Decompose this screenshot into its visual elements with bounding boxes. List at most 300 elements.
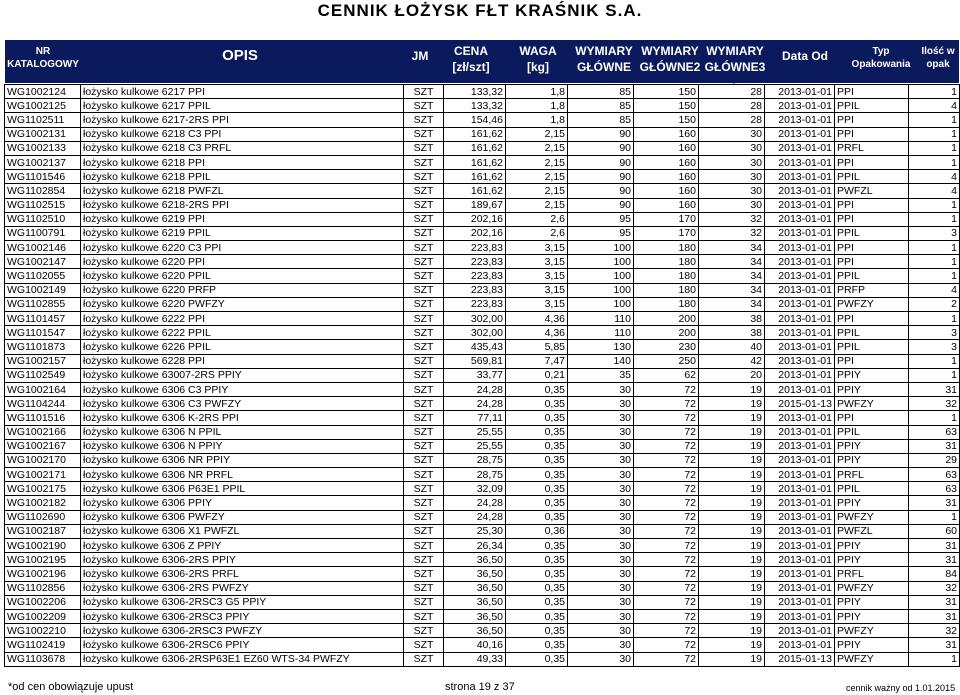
cell-package-type: PPIY — [835, 539, 909, 553]
cell-weight: 0,35 — [506, 510, 568, 524]
table-row — [5, 397, 960, 411]
cell-outer-diameter: 72 — [634, 609, 699, 623]
cell-height: 19 — [699, 624, 765, 638]
cell-description: łożysko kulkowe 6218 PPI — [81, 155, 404, 169]
cell-package-qty: 1 — [909, 212, 960, 226]
cell-outer-diameter: 72 — [634, 439, 699, 453]
cell-inner-diameter: 30 — [568, 510, 634, 524]
cell-weight: 2,15 — [506, 141, 568, 155]
cell-inner-diameter: 100 — [568, 297, 634, 311]
cell-catalog-number: WG1102855 — [5, 297, 81, 311]
table-row — [5, 340, 960, 354]
cell-height: 30 — [699, 198, 765, 212]
cell-weight: 0,35 — [506, 553, 568, 567]
cell-outer-diameter: 170 — [634, 226, 699, 240]
cell-date-from: 2015-01-13 — [765, 652, 835, 666]
cell-outer-diameter: 160 — [634, 127, 699, 141]
cell-price: 25,30 — [444, 524, 506, 538]
cell-package-type: PPI — [835, 241, 909, 255]
table-row — [5, 567, 960, 581]
cell-unit: SZT — [404, 411, 444, 425]
cell-date-from: 2013-01-01 — [765, 155, 835, 169]
cell-description: łożysko kulkowe 6306 N PPIY — [81, 439, 404, 453]
cell-unit: SZT — [404, 269, 444, 283]
cell-package-type: PWFZY — [835, 652, 909, 666]
cell-weight: 1,8 — [506, 113, 568, 127]
cell-catalog-number: WG1103678 — [5, 652, 81, 666]
cell-date-from: 2013-01-01 — [765, 326, 835, 340]
cell-inner-diameter: 30 — [568, 482, 634, 496]
cell-date-from: 2013-01-01 — [765, 468, 835, 482]
cell-height: 40 — [699, 340, 765, 354]
cell-height: 19 — [699, 411, 765, 425]
cell-price: 25,55 — [444, 439, 506, 453]
table-row — [5, 226, 960, 240]
cell-date-from: 2013-01-01 — [765, 226, 835, 240]
cell-inner-diameter: 90 — [568, 198, 634, 212]
cell-date-from: 2013-01-01 — [765, 453, 835, 467]
cell-outer-diameter: 170 — [634, 212, 699, 226]
cell-price: 161,62 — [444, 170, 506, 184]
cell-package-qty: 32 — [909, 397, 960, 411]
cell-description: łożysko kulkowe 6219 PPIL — [81, 226, 404, 240]
cell-unit: SZT — [404, 609, 444, 623]
cell-weight: 0,35 — [506, 425, 568, 439]
cell-height: 28 — [699, 113, 765, 127]
cell-height: 34 — [699, 283, 765, 297]
cell-inner-diameter: 30 — [568, 567, 634, 581]
cell-price: 223,83 — [444, 283, 506, 297]
cell-weight: 0,35 — [506, 595, 568, 609]
cell-inner-diameter: 110 — [568, 312, 634, 326]
cell-inner-diameter: 90 — [568, 184, 634, 198]
cell-price: 36,50 — [444, 567, 506, 581]
table-row — [5, 241, 960, 255]
cell-date-from: 2015-01-13 — [765, 397, 835, 411]
subheader-wym1: śr, Wew — [581, 70, 627, 84]
cell-inner-diameter: 35 — [568, 368, 634, 382]
table-row — [5, 411, 960, 425]
cell-package-qty: 31 — [909, 539, 960, 553]
cell-date-from: 2013-01-01 — [765, 85, 835, 99]
cell-outer-diameter: 180 — [634, 269, 699, 283]
cell-date-from: 2013-01-01 — [765, 482, 835, 496]
cell-price: 223,83 — [444, 297, 506, 311]
cell-package-qty: 4 — [909, 170, 960, 184]
cell-price: 24,28 — [444, 496, 506, 510]
table-row — [5, 127, 960, 141]
cell-catalog-number: WG1102515 — [5, 198, 81, 212]
cell-inner-diameter: 30 — [568, 524, 634, 538]
cell-inner-diameter: 100 — [568, 269, 634, 283]
cell-height: 19 — [699, 397, 765, 411]
cell-package-qty: 1 — [909, 510, 960, 524]
cell-catalog-number: WG1002171 — [5, 468, 81, 482]
cell-description: łożysko kulkowe 6306-2RSC3 PPIY — [81, 609, 404, 623]
cell-catalog-number: WG1102690 — [5, 510, 81, 524]
cell-outer-diameter: 72 — [634, 638, 699, 652]
cell-description: łożysko kulkowe 6306-2RSC3 PWFZY — [81, 624, 404, 638]
cell-price: 161,62 — [444, 141, 506, 155]
cell-price: 36,50 — [444, 581, 506, 595]
cell-weight: 0,35 — [506, 397, 568, 411]
cell-description: łożysko kulkowe 6306 PWFZY — [81, 510, 404, 524]
cell-unit: SZT — [404, 453, 444, 467]
cell-package-type: PPIY — [835, 368, 909, 382]
cell-inner-diameter: 30 — [568, 595, 634, 609]
cell-package-qty: 63 — [909, 482, 960, 496]
cell-description: łożysko kulkowe 6217-2RS PPI — [81, 113, 404, 127]
cell-unit: SZT — [404, 85, 444, 99]
cell-height: 19 — [699, 482, 765, 496]
table-row — [5, 524, 960, 538]
table-row — [5, 184, 960, 198]
cell-outer-diameter: 72 — [634, 581, 699, 595]
cell-weight: 0,35 — [506, 624, 568, 638]
cell-outer-diameter: 72 — [634, 524, 699, 538]
cell-outer-diameter: 160 — [634, 170, 699, 184]
cell-height: 19 — [699, 567, 765, 581]
cell-package-type: PPIL — [835, 269, 909, 283]
cell-weight: 7,47 — [506, 354, 568, 368]
cell-weight: 0,35 — [506, 453, 568, 467]
cell-description: łożysko kulkowe 6220 C3 PPI — [81, 241, 404, 255]
cell-price: 569,81 — [444, 354, 506, 368]
cell-height: 19 — [699, 553, 765, 567]
cell-package-type: PPI — [835, 212, 909, 226]
cell-catalog-number: WG1102055 — [5, 269, 81, 283]
cell-catalog-number: WG1002167 — [5, 439, 81, 453]
cell-package-type: PPIL — [835, 340, 909, 354]
cell-height: 19 — [699, 510, 765, 524]
cell-price: 161,62 — [444, 155, 506, 169]
cell-weight: 0,35 — [506, 496, 568, 510]
cell-catalog-number: WG1002166 — [5, 425, 81, 439]
cell-package-qty: 1 — [909, 155, 960, 169]
cell-height: 19 — [699, 524, 765, 538]
cell-inner-diameter: 140 — [568, 354, 634, 368]
header-cena: CENA [zł/szt] — [452, 44, 490, 74]
cell-price: 26,34 — [444, 539, 506, 553]
cell-package-type: PRFL — [835, 567, 909, 581]
cell-description: łożysko kulkowe 6306 C3 PWFZY — [81, 397, 404, 411]
cell-height: 19 — [699, 609, 765, 623]
cell-description: łożysko kulkowe 6306-2RSC3 G5 PPIY — [81, 595, 404, 609]
cell-unit: SZT — [404, 212, 444, 226]
subheader-wym3: Wys, — [721, 70, 749, 84]
cell-date-from: 2013-01-01 — [765, 297, 835, 311]
cell-unit: SZT — [404, 496, 444, 510]
cell-unit: SZT — [404, 155, 444, 169]
table-row — [5, 581, 960, 595]
subheader-wym2: śr, Zew — [649, 70, 691, 84]
cell-weight: 0,36 — [506, 524, 568, 538]
cell-package-qty: 3 — [909, 326, 960, 340]
cell-outer-diameter: 150 — [634, 99, 699, 113]
cell-package-type: PPIL — [835, 482, 909, 496]
cell-package-qty: 63 — [909, 468, 960, 482]
cell-date-from: 2013-01-01 — [765, 170, 835, 184]
cell-unit: SZT — [404, 141, 444, 155]
table-row — [5, 99, 960, 113]
cell-package-type: PWFZL — [835, 184, 909, 198]
table-row — [5, 482, 960, 496]
cell-price: 33,77 — [444, 368, 506, 382]
cell-price: 202,16 — [444, 212, 506, 226]
table-row — [5, 439, 960, 453]
table-row — [5, 354, 960, 368]
cell-price: 24,28 — [444, 397, 506, 411]
cell-package-qty: 29 — [909, 453, 960, 467]
cell-date-from: 2013-01-01 — [765, 411, 835, 425]
cell-weight: 5,85 — [506, 340, 568, 354]
cell-description: łożysko kulkowe 6220 PPI — [81, 255, 404, 269]
cell-unit: SZT — [404, 439, 444, 453]
cell-price: 435,43 — [444, 340, 506, 354]
cell-catalog-number: WG1002187 — [5, 524, 81, 538]
cell-outer-diameter: 72 — [634, 425, 699, 439]
cell-price: 77,11 — [444, 411, 506, 425]
cell-unit: SZT — [404, 624, 444, 638]
footer-page: strona 19 z 37 — [445, 681, 515, 693]
cell-catalog-number: WG1101516 — [5, 411, 81, 425]
cell-unit: SZT — [404, 354, 444, 368]
cell-inner-diameter: 30 — [568, 652, 634, 666]
cell-description: łożysko kulkowe 6218-2RS PPI — [81, 198, 404, 212]
table-row — [5, 141, 960, 155]
cell-weight: 0,35 — [506, 539, 568, 553]
cell-description: łożysko kulkowe 6218 C3 PPI — [81, 127, 404, 141]
cell-date-from: 2013-01-01 — [765, 241, 835, 255]
cell-date-from: 2013-01-01 — [765, 141, 835, 155]
cell-package-type: PPIY — [835, 382, 909, 396]
cell-catalog-number: WG1002196 — [5, 567, 81, 581]
cell-outer-diameter: 150 — [634, 85, 699, 99]
cell-package-qty: 1 — [909, 113, 960, 127]
cell-package-qty: 31 — [909, 638, 960, 652]
cell-date-from: 2013-01-01 — [765, 354, 835, 368]
cell-unit: SZT — [404, 595, 444, 609]
cell-height: 34 — [699, 269, 765, 283]
cell-date-from: 2013-01-01 — [765, 595, 835, 609]
cell-package-qty: 1 — [909, 312, 960, 326]
cell-weight: 2,15 — [506, 127, 568, 141]
cell-price: 189,67 — [444, 198, 506, 212]
cell-description: łożysko kulkowe 6220 PRFP — [81, 283, 404, 297]
cell-weight: 0,35 — [506, 652, 568, 666]
cell-unit: SZT — [404, 113, 444, 127]
cell-date-from: 2013-01-01 — [765, 368, 835, 382]
cell-unit: SZT — [404, 340, 444, 354]
cell-inner-diameter: 90 — [568, 170, 634, 184]
cell-package-type: PPI — [835, 411, 909, 425]
cell-package-type: PRFL — [835, 468, 909, 482]
cell-date-from: 2013-01-01 — [765, 624, 835, 638]
cell-outer-diameter: 200 — [634, 312, 699, 326]
cell-unit: SZT — [404, 425, 444, 439]
cell-unit: SZT — [404, 326, 444, 340]
cell-unit: SZT — [404, 524, 444, 538]
cell-catalog-number: WG1002175 — [5, 482, 81, 496]
cell-weight: 3,15 — [506, 269, 568, 283]
cell-inner-diameter: 30 — [568, 539, 634, 553]
cell-height: 28 — [699, 99, 765, 113]
footer-valid: cennik ważny od 1.01.2015 — [846, 683, 956, 693]
cell-weight: 0,21 — [506, 368, 568, 382]
table-row — [5, 468, 960, 482]
cell-price: 133,32 — [444, 85, 506, 99]
table-row — [5, 283, 960, 297]
cell-outer-diameter: 180 — [634, 283, 699, 297]
cell-description: łożysko kulkowe 6306-2RS PPIY — [81, 553, 404, 567]
header-wym1: WYMIARY GŁÓWNE — [575, 44, 633, 74]
cell-description: łożysko kulkowe 6218 PPIL — [81, 170, 404, 184]
cell-inner-diameter: 30 — [568, 496, 634, 510]
cell-price: 28,75 — [444, 453, 506, 467]
cell-price: 161,62 — [444, 127, 506, 141]
cell-description: łożysko kulkowe 6306 P63E1 PPIL — [81, 482, 404, 496]
cell-unit: SZT — [404, 312, 444, 326]
table-row — [5, 510, 960, 524]
cell-description: łożysko kulkowe 63007-2RS PPIY — [81, 368, 404, 382]
table-row — [5, 609, 960, 623]
cell-description: łożysko kulkowe 6217 PPIL — [81, 99, 404, 113]
table-row — [5, 155, 960, 169]
cell-package-type: PPIL — [835, 425, 909, 439]
cell-catalog-number: WG1102854 — [5, 184, 81, 198]
cell-catalog-number: WG1102419 — [5, 638, 81, 652]
cell-inner-diameter: 30 — [568, 425, 634, 439]
cell-weight: 0,35 — [506, 638, 568, 652]
cell-weight: 2,15 — [506, 198, 568, 212]
cell-unit: SZT — [404, 127, 444, 141]
header-nr: NR KATALOGOWY — [7, 46, 79, 70]
cell-inner-diameter: 30 — [568, 397, 634, 411]
cell-outer-diameter: 160 — [634, 184, 699, 198]
cell-description: łożysko kulkowe 6217 PPI — [81, 85, 404, 99]
cell-price: 36,50 — [444, 553, 506, 567]
cell-outer-diameter: 72 — [634, 510, 699, 524]
cell-package-qty: 32 — [909, 581, 960, 595]
cell-weight: 3,15 — [506, 283, 568, 297]
cell-package-type: PRFL — [835, 141, 909, 155]
cell-unit: SZT — [404, 510, 444, 524]
cell-price: 302,00 — [444, 312, 506, 326]
cell-date-from: 2013-01-01 — [765, 198, 835, 212]
cell-package-qty: 1 — [909, 241, 960, 255]
table-row — [5, 652, 960, 666]
header-data-od: Data Od — [781, 49, 828, 63]
cell-package-qty: 1 — [909, 85, 960, 99]
table-row — [5, 113, 960, 127]
cell-outer-diameter: 180 — [634, 241, 699, 255]
cell-package-qty: 84 — [909, 567, 960, 581]
cell-outer-diameter: 72 — [634, 382, 699, 396]
cell-date-from: 2013-01-01 — [765, 99, 835, 113]
cell-price: 36,50 — [444, 609, 506, 623]
cell-inner-diameter: 110 — [568, 326, 634, 340]
cell-unit: SZT — [404, 638, 444, 652]
cell-package-type: PPI — [835, 198, 909, 212]
cell-package-qty: 4 — [909, 283, 960, 297]
cell-catalog-number: WG1002190 — [5, 539, 81, 553]
cell-price: 302,00 — [444, 326, 506, 340]
table-row — [5, 624, 960, 638]
cell-price: 24,28 — [444, 510, 506, 524]
cell-weight: 0,35 — [506, 609, 568, 623]
cell-inner-diameter: 85 — [568, 85, 634, 99]
cell-catalog-number: WG1002157 — [5, 354, 81, 368]
cell-weight: 0,35 — [506, 411, 568, 425]
cell-package-type: PWFZY — [835, 624, 909, 638]
cell-inner-diameter: 30 — [568, 581, 634, 595]
cell-catalog-number: WG1102549 — [5, 368, 81, 382]
cell-height: 19 — [699, 638, 765, 652]
cell-package-qty: 1 — [909, 652, 960, 666]
cell-description: łożysko kulkowe 6226 PPIL — [81, 340, 404, 354]
cell-weight: 4,36 — [506, 326, 568, 340]
cell-date-from: 2013-01-01 — [765, 553, 835, 567]
header-waga: WAGA [kg] — [519, 44, 557, 74]
cell-package-qty: 60 — [909, 524, 960, 538]
cell-weight: 2,15 — [506, 155, 568, 169]
cell-package-type: PPI — [835, 312, 909, 326]
cell-outer-diameter: 72 — [634, 482, 699, 496]
cell-package-qty: 1 — [909, 354, 960, 368]
cell-unit: SZT — [404, 198, 444, 212]
cell-inner-diameter: 100 — [568, 255, 634, 269]
cell-weight: 0,35 — [506, 468, 568, 482]
cell-package-type: PPIL — [835, 170, 909, 184]
cell-date-from: 2013-01-01 — [765, 184, 835, 198]
cell-inner-diameter: 100 — [568, 241, 634, 255]
cell-package-qty: 1 — [909, 141, 960, 155]
cell-weight: 0,35 — [506, 581, 568, 595]
cell-package-qty: 1 — [909, 368, 960, 382]
cell-package-type: PPIL — [835, 326, 909, 340]
cell-catalog-number: WG1002209 — [5, 609, 81, 623]
cell-package-qty: 1 — [909, 127, 960, 141]
cell-weight: 1,8 — [506, 99, 568, 113]
cell-weight: 3,15 — [506, 241, 568, 255]
cell-package-type: PPI — [835, 113, 909, 127]
cell-inner-diameter: 30 — [568, 624, 634, 638]
cell-package-qty: 3 — [909, 340, 960, 354]
cell-date-from: 2013-01-01 — [765, 425, 835, 439]
cell-weight: 4,36 — [506, 312, 568, 326]
cell-package-qty: 31 — [909, 609, 960, 623]
cell-description: łożysko kulkowe 6306 K-2RS PPI — [81, 411, 404, 425]
table-row — [5, 255, 960, 269]
cell-height: 19 — [699, 468, 765, 482]
cell-date-from: 2013-01-01 — [765, 340, 835, 354]
cell-date-from: 2013-01-01 — [765, 496, 835, 510]
cell-price: 154,46 — [444, 113, 506, 127]
cell-inner-diameter: 95 — [568, 212, 634, 226]
table-row — [5, 553, 960, 567]
cell-height: 19 — [699, 425, 765, 439]
cell-unit: SZT — [404, 297, 444, 311]
cell-catalog-number: WG1002125 — [5, 99, 81, 113]
cell-inner-diameter: 90 — [568, 155, 634, 169]
cell-height: 30 — [699, 184, 765, 198]
cell-catalog-number: WG1104244 — [5, 397, 81, 411]
cell-description: łożysko kulkowe 6306-2RSC6 PPIY — [81, 638, 404, 652]
cell-unit: SZT — [404, 652, 444, 666]
cell-date-from: 2013-01-01 — [765, 113, 835, 127]
table-row — [5, 297, 960, 311]
table-row — [5, 638, 960, 652]
